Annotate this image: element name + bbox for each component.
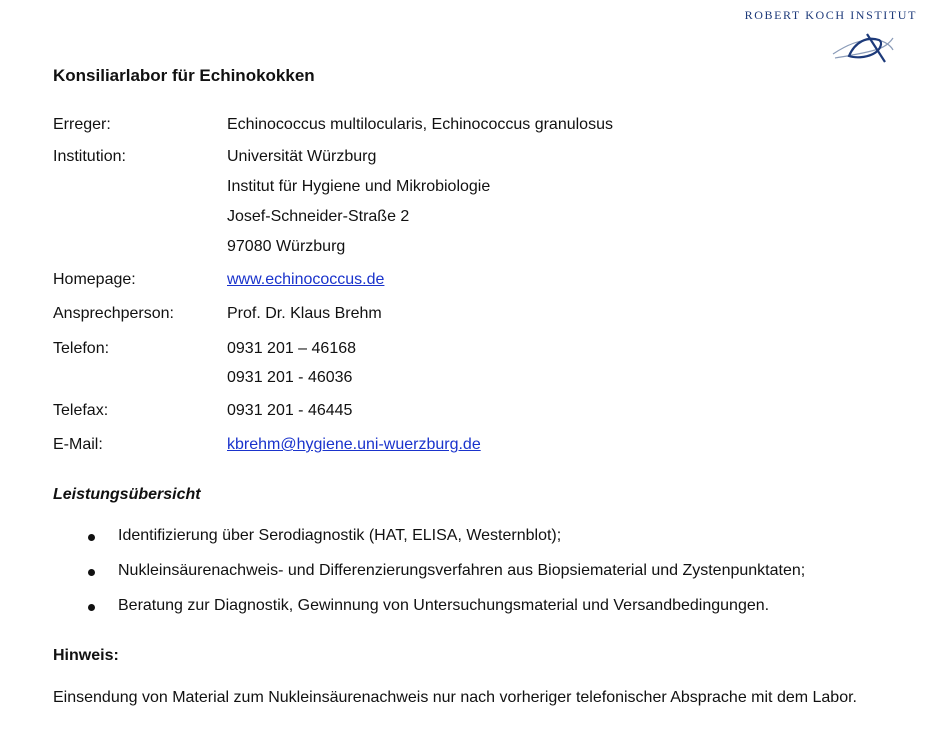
- label-phone: Telefon:: [53, 340, 110, 357]
- value-institution-4: 97080 Würzburg: [227, 238, 346, 255]
- value-institution-1: Universität Würzburg: [227, 148, 377, 165]
- bullet-icon: [88, 569, 95, 576]
- label-institution: Institution:: [53, 148, 126, 165]
- page-title: Konsiliarlabor für Echinokokken: [53, 66, 315, 85]
- service-text: Nukleinsäurenachweis- und Differenzierungsverfahren aus Biopsiematerial und Zystenpunktaten;: [118, 562, 806, 579]
- list-item: [84, 562, 805, 582]
- label-erreger: Erreger:: [53, 116, 111, 133]
- value-contact-person: Prof. Dr. Klaus Brehm: [227, 305, 382, 322]
- note-heading: Hinweis:: [53, 647, 119, 664]
- label-homepage: Homepage:: [53, 271, 136, 288]
- rki-logo: [717, 8, 917, 64]
- list-item: [84, 597, 805, 617]
- service-text: Beratung zur Diagnostik, Gewinnung von Untersuchungsmaterial und Versandbedingungen.: [118, 597, 770, 614]
- value-institution-2: Institut für Hygiene und Mikrobiologie: [227, 178, 491, 195]
- list-item: [84, 527, 805, 547]
- services-list: [84, 527, 805, 632]
- label-contact-person: Ansprechperson:: [53, 305, 174, 322]
- homepage-link[interactable]: www.echinococcus.de: [227, 271, 385, 288]
- value-phone-1: 0931 201 – 46168: [227, 340, 357, 357]
- fish-logo-icon: [831, 28, 895, 64]
- label-fax: Telefax:: [53, 402, 109, 419]
- bullet-icon: [88, 534, 95, 541]
- service-text: Identifizierung über Serodiagnostik (HAT, ELISA, Westernblot);: [118, 527, 562, 544]
- value-institution-3: Josef-Schneider-Straße 2: [227, 208, 410, 225]
- value-fax: 0931 201 - 46445: [227, 402, 353, 419]
- bullet-icon: [88, 604, 95, 611]
- email-link[interactable]: kbrehm@hygiene.uni-wuerzburg.de: [227, 436, 481, 453]
- note-text: Einsendung von Material zum Nukleinsäurenachweis nur nach vorheriger telefonischer Absprache mit dem Labor.: [53, 689, 857, 706]
- value-erreger: Echinococcus multilocularis, Echinococcus granulosus: [227, 116, 613, 133]
- services-heading: Leistungsübersicht: [53, 486, 201, 503]
- value-phone-2: 0931 201 - 46036: [227, 369, 353, 386]
- logo-text: ROBERT KOCH INSTITUT: [744, 8, 917, 22]
- label-email: E-Mail:: [53, 436, 103, 453]
